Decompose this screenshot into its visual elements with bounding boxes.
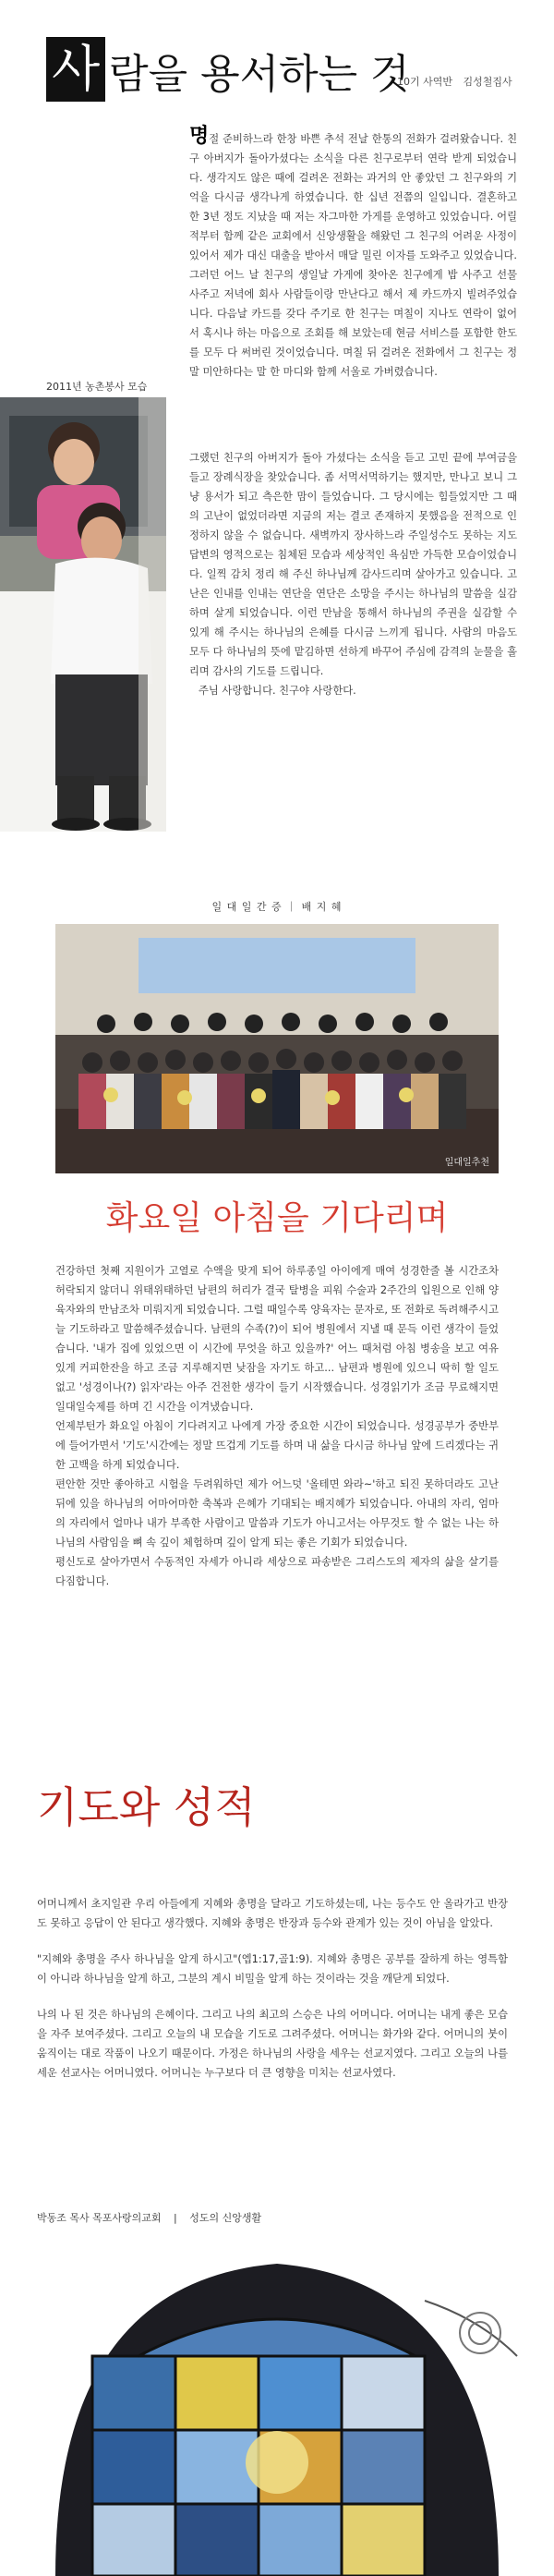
section1-title [46, 28, 410, 102]
section2-p3: 편안한 것만 좋아하고 시험을 두려워하던 제가 어느덧 '올테면 와라~'하고 되진 못하더라도 고난 뒤에 있을 하나님의 어마어마한 축복과 은혜가 기대되는 배지혜가 되었습니다. 아내의 자리, 엄마의 자리에서 얼마나 내가 부족한 사람이고 말씀과 기도가 아니고서는 아무것도 할 수 없는 나는 하나님의 사람임을 뼈 속 깊이 체험하며 깊이 알게 되는 좋은 기회가 되었습니다. [55, 1478, 499, 1549]
section1-paragraph-2 [189, 448, 517, 700]
section1-p1-text: 절 준비하느라 한창 바쁜 추석 전날 한통의 전화가 걸려왔습니다. 친구 아버지가 돌아가셨다는 소식을 다른 친구로부터 연락 받게 되었습니다. 생각지도 않은 때에 걸려온 전화는 과거의 안 좋았던 그 친구와의 기억을 다시금 생각나게 하였습니다. 한 십년 전쯤의 일입니다. 결혼하고 한 3년 정도 지났을 때 저는 자그마한 가게를 운영하고 있었습니다. 어릴 적부터 함께 같은 교회에서 신앙생활을 해왔던 그 친구의 어려운 사정이 있어서 제가 대신 대출을 받아서 매달 밀린 이자를 도와주고 있었습니다. 그러던 어느 날 친구의 생일날 가게에 찾아온 친구에게 밥 사주고 선물 사주고 저녁에 회사 사람들이랑 만난다고 해서 제 카드까지 빌려주었습니다. 다음날 카드를 갖다 주기로 한 친구는 며칠이 지나도 연락이 없어서 혹시나 하는 마음으로 조회를 해 보았는데 현금 서비스를 포함한 한도를 모두 다 써버린 것이었습니다. 며칠 뒤 걸려온 전화에서 그 친구는 정말 미안하다는 말 한 마디와 함께 서울로 가버렸습니다. [189, 133, 517, 378]
stained-glass-image [0, 2245, 554, 2576]
author-source: 성도의 신앙생활 [189, 2212, 262, 2224]
section2-p1: 건강하던 첫째 지원이가 고열로 수액을 맞게 되어 하루종일 아이에게 매여 성경한줄 볼 시간조차 허락되지 않더니 위태위태하던 남편의 허리가 결국 탈병을 피워 수술과 2주간의 입원으로 인해 양육자와의 만남조차 미뤄지게 되었습니다. 그럴 때일수록 양육자는 문자로, 또 전화로 독려해주시고 늘 기도하라고 말씀해주셨습니다. 남편의 수족(?)이 되어 병원에서 지낼 때 문득 이런 생각이 들었습니다. '내가 집에 있었으면 이 시간에 무엇을 하고 있을까?' 어느 때처럼 아침 병송을 보고 여유있게 커피한잔을 하고 조금 지루해지면 낮잠을 자기도 하고... 남편과 병원에 있으니 딱히 할 일도 없고 '성경이나(?) 읽자'라는 아주 건전한 생각이 들기 시작했습니다. 성경읽기가 조금 무료해지면 일대일숙제를 하며 긴 시간을 이겨냈습니다. [55, 1265, 499, 1413]
photo-caption: 2011년 농촌봉사 모습 [46, 381, 148, 393]
testimony-label: 일 대 일 간 증 ｜ 배 지 혜 [211, 901, 343, 913]
section1-p2-text: 그랬던 친구의 아버지가 돌아 가셨다는 소식을 듣고 고민 끝에 부여금을 들고 장례식장을 찾았습니다. 좀 서먹서먹하기는 했지만, 만나고 보니 그냥 용서가 되고 측은한 맘이 들었습니다. 그 당시에는 힘들었지만 그 때의 고난이 없었더라면 지금의 저는 결코 존재하지 못했음을 전적으로 인정하지 않을 수 없습니다. 새벽까지 장사하느라 주일성수도 못하는 지도 답변의 영적으로는 침체된 모습과 세상적인 욕심만 가득한 모습이었습니다. 일찍 감치 정리 해 주신 하나님께 감사드리며 살아가고 있습니다. 고난은 인내를 인내는 연단을 연단은 소망을 주시는 하나님의 말씀을 실감하며 살게 되었습니다. 이런 만남을 통해서 하나님의 주권을 실감할 수 있게 해 주시는 하나님의 은혜를 다시금 느끼게 됩니다. 사람의 마음도 모두 다 하나님의 뜻에 맡김하면 선하게 바꾸어 주심에 감격의 눈물을 흘리며 감사의 기도를 드립니다. [189, 452, 517, 677]
section2-title: 화요일 아침을 기다리며 [105, 1199, 449, 1237]
section2-p2: 언제부턴가 화요일 아침이 기다려지고 나에게 가장 중요한 시간이 되었습니다. 성경공부가 중반부에 들어가면서 '기도'시간에는 정말 뜨겁게 기도를 하며 내 삶을 다시금 하나님 앞에 드리겠다는 귀한 고백을 하게 되었습니다. [55, 1420, 499, 1471]
section2-body [55, 1261, 499, 1591]
author-separator: | [174, 2212, 177, 2224]
section3-p1: 어머니께서 초지일관 우리 아들에게 지혜와 총명을 달라고 기도하셨는데, 나는 등수도 안 올라가고 반장도 못하고 응답이 안 된다고 생각했다. 지혜와 총명은 반장과 등수와 관계가 있는 것이 아님을 알았다. [37, 1898, 508, 1929]
byline-group: 10기 사역반 [397, 76, 452, 88]
section3-p3: 나의 나 된 것은 하나님의 은혜이다. 그리고 나의 최고의 스승은 나의 어머니다. 어머니는 내게 좋은 모습을 자주 보여주셨다. 그리고 오늘의 내 모습을 기도로 그려주셨다. 어머니는 화가와 같다. 어머니의 붓이 움직이는 대로 작품이 나오기 때문이다. 가정은 하나님의 사랑을 세우는 선교지였다. 그리고 오늘의 나를 세운 선교사는 어머니였다. 어머니는 누구보다 더 큰 영향을 미치는 선교사였다. [37, 2009, 508, 2079]
dropcap: 명 [189, 125, 210, 148]
section3-p2: "지혜와 총명을 주사 하나님을 알게 하시고"(엡1:17,골1:9). 지혜와 총명은 공부를 잘하게 하는 영특함이 아니라 하나님을 알게 하고, 그분의 계시 비밀을 알게 하는 것이라는 것을 깨닫게 되었다. [37, 1953, 508, 1985]
byline [397, 74, 520, 89]
section3-title: 기도와 성적 [37, 1782, 256, 1832]
section1-paragraph-1 [189, 125, 517, 382]
author-name: 박동조 목사 목포사랑의교회 [37, 2212, 162, 2224]
byline-name: 김성철집사 [463, 76, 512, 88]
volunteer-photo [0, 397, 166, 832]
section2-p4: 평신도로 살아가면서 수동적인 자세가 아니라 세상으로 파송받은 그리스도의 제자의 삶을 살기를 다짐합니다. [55, 1556, 499, 1587]
title-rest: 람을 용서하는 것 [109, 51, 410, 98]
photo-watermark: 일대일추천 [444, 1158, 489, 1168]
section1-p3-text: 주님 사랑합니다. 친구야 사랑한다. [199, 685, 356, 697]
author-line [37, 2210, 271, 2225]
title-first-char: 사 [46, 37, 105, 102]
group-photo [55, 924, 499, 1173]
section3-body [37, 1894, 508, 2099]
